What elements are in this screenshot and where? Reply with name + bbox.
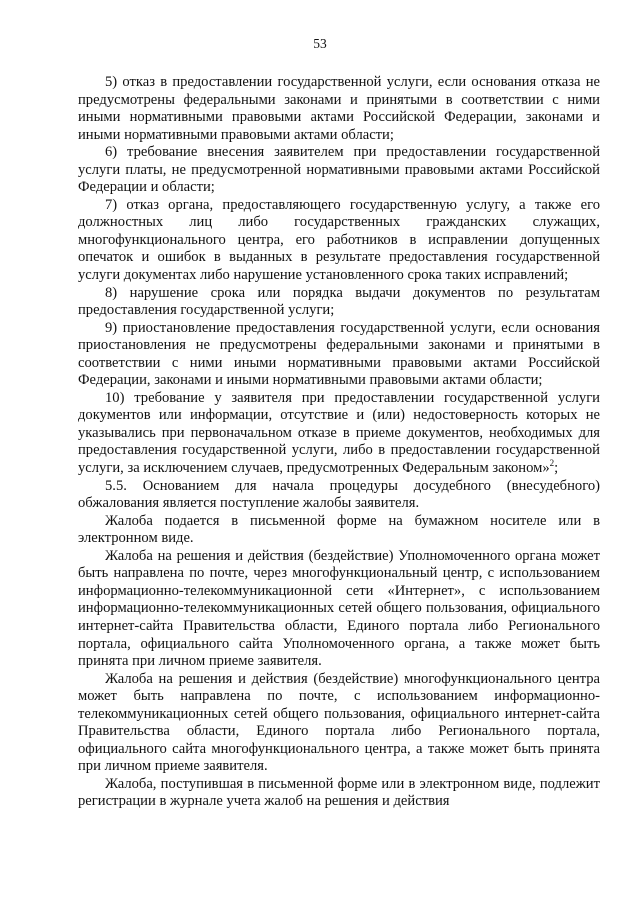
paragraph-item-8: 8) нарушение срока или порядка выдачи документов по результатам предоставления государственной услуги;: [78, 284, 600, 319]
paragraph-section-5-5: 5.5. Основанием для начала процедуры досудебного (внесудебного) обжалования является поступление жалобы заявителя.: [78, 477, 600, 512]
paragraph-item-7: 7) отказ органа, предоставляющего государственную услугу, а также его должностных лиц либо государственных гражданских служащих, многофункционального центра, его работников в исправлении допущенных опечаток и ошибок в выданных в результате предоставления государственной услуги документах либо нарушение установленного срока таких исправлений;: [78, 196, 600, 284]
paragraph-item-10-text: 10) требование у заявителя при предоставлении государственной услуги документов или информации, отсутствие и (или) недостоверность которых не указывались при первоначальном отказе в приеме документов, необходимых для предоставления государственной услуги, либо в предоставлении государственной услуги, за исключением случаев, предусмотренных Федеральным законом»: [78, 389, 600, 477]
paragraph-item-10-tail: ;: [554, 460, 559, 477]
paragraph-complaint-mfc: Жалоба на решения и действия (бездействие) многофункционального центра может быть направлена по почте, с использованием информационно-телекоммуникационных сетей общего пользования, официального интернет-сайта Правительства области, Единого портала либо Регионального портала, официального сайта многофункционального центра, а также может быть принята при личном приеме заявителя.: [78, 670, 600, 775]
paragraph-complaint-registration: Жалоба, поступившая в письменной форме или в электронном виде, подлежит регистрации в журнале учета жалоб на решения и действия: [78, 775, 600, 810]
paragraph-complaint-authority: Жалоба на решения и действия (бездействие) Уполномоченного органа может быть направлена по почте, через многофункциональный центр, с использованием информационно-телекоммуникационной сети «Интернет», с использованием информационно-телекоммуникационных сетей общего пользования, официального интернет-сайта Правительства области, Единого портала либо Регионального портала, официального сайта Уполномоченного органа, а также может быть принята при личном приеме заявителя.: [78, 547, 600, 670]
paragraph-complaint-form: Жалоба подается в письменной форме на бумажном носителе или в электронном виде.: [78, 512, 600, 547]
paragraph-item-5: 5) отказ в предоставлении государственной услуги, если основания отказа не предусмотрены федеральными законами и принятыми в соответствии с ними иными нормативными правовыми актами Российской Федерации, законами и иными нормативными правовыми актами области;: [78, 74, 600, 143]
paragraph-item-10: [78, 390, 600, 478]
paragraph-item-6: 6) требование внесения заявителем при предоставлении государственной услуги платы, не предусмотренной нормативными правовыми актами Российской Федерации и области;: [78, 144, 600, 196]
document-body: [78, 74, 600, 811]
paragraph-item-9: 9) приостановление предоставления государственной услуги, если основания приостановления не предусмотрены федеральными законами и принятыми в соответствии с ними иными нормативными правовыми актами Российской Федерации, законами и иными нормативными правовыми актами области;: [78, 319, 600, 389]
page-number: 53: [313, 36, 327, 51]
footnote-reference: 2: [549, 458, 555, 469]
